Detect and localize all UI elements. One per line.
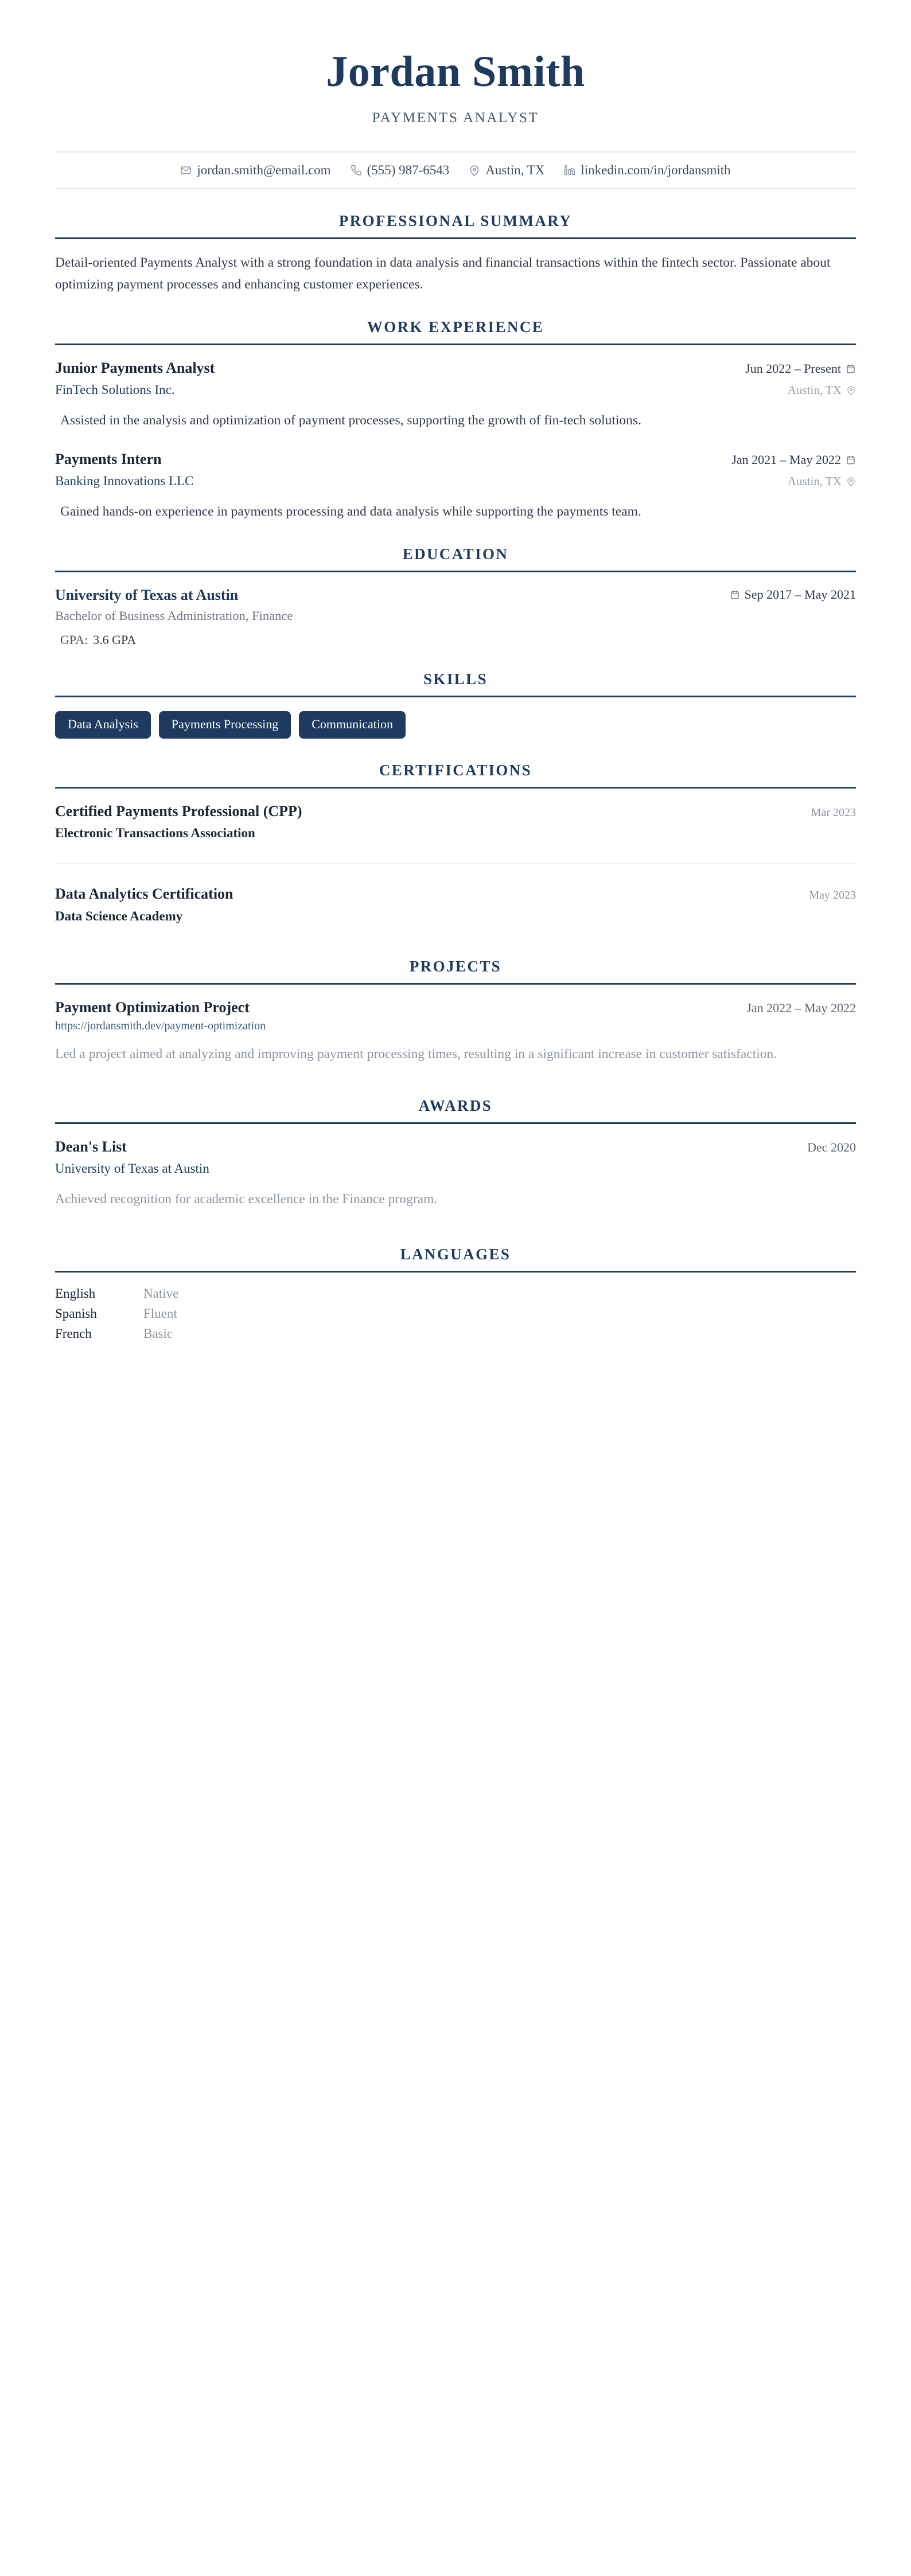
certification-date: Mar 2023 <box>811 806 856 819</box>
section-title-summary: PROFESSIONAL SUMMARY <box>338 212 573 230</box>
contact-bar <box>55 151 856 189</box>
section-title-projects: PROJECTS <box>409 957 502 975</box>
language-level: Fluent <box>143 1306 177 1321</box>
section-languages <box>55 1246 856 1341</box>
certification-entry <box>55 884 856 925</box>
certification-name: Certified Payments Professional (CPP) <box>55 803 302 820</box>
project-date: Jan 2022 – May 2022 <box>746 1000 856 1015</box>
education-date <box>730 587 856 602</box>
section-title-education: EDUCATION <box>402 545 509 563</box>
project-description: Led a project aimed at analyzing and improving payment processing times, resulting in a significant increase in customer satisfaction. <box>55 1046 777 1061</box>
work-entry <box>55 358 856 431</box>
section-rule <box>55 237 856 239</box>
calendar-icon <box>846 455 856 465</box>
skills-list <box>55 710 856 739</box>
contact-email[interactable] <box>180 163 330 178</box>
section-certifications <box>55 762 856 926</box>
skill-badge: Data Analysis <box>55 711 151 739</box>
section-rule <box>55 1271 856 1273</box>
contact-location-text: Austin, TX <box>485 163 545 178</box>
contact-email-text: jordan.smith@email.com <box>197 163 331 178</box>
language-name: Spanish <box>55 1306 97 1321</box>
section-rule <box>55 344 856 345</box>
calendar-icon <box>730 590 740 600</box>
section-rule <box>55 787 856 789</box>
work-date <box>731 452 856 467</box>
section-title-skills: SKILLS <box>423 670 488 688</box>
language-row <box>55 1326 856 1341</box>
certification-entry <box>55 801 856 842</box>
work-role: Payments Intern <box>55 450 162 467</box>
section-professional-summary <box>55 212 856 295</box>
summary-text: Detail-oriented Payments Analyst with a strong foundation in data analysis and financial transactions within the fintech sector. Passionate about optimizing payment processes and enhancing customer experiences. <box>55 255 831 292</box>
contact-location <box>469 163 544 178</box>
award-description: Achieved recognition for academic excellence in the Finance program. <box>55 1192 438 1207</box>
section-work-experience <box>55 318 856 522</box>
linkedin-icon <box>564 165 575 176</box>
work-location-text: Austin, TX <box>787 383 842 397</box>
spacer <box>55 864 856 884</box>
candidate-name: Jordan Smith <box>326 48 585 96</box>
skill-badge: Communication <box>299 711 406 739</box>
education-date-text: Sep 2017 – May 2021 <box>744 587 856 602</box>
map-pin-icon <box>846 385 856 395</box>
resume-header <box>55 0 856 189</box>
work-role: Junior Payments Analyst <box>55 360 215 377</box>
section-title-awards: AWARDS <box>418 1096 493 1114</box>
section-rule <box>55 696 856 697</box>
language-row <box>55 1286 856 1301</box>
section-title-certifications: CERTIFICATIONS <box>379 762 532 779</box>
work-date <box>745 361 856 376</box>
certification-issuer: Data Science Academy <box>55 908 183 923</box>
section-rule <box>55 983 856 985</box>
skill-badge: Payments Processing <box>159 711 291 739</box>
certification-name: Data Analytics Certification <box>55 885 233 903</box>
section-rule <box>55 1122 856 1124</box>
phone-icon <box>351 165 362 176</box>
certification-date: May 2023 <box>809 889 856 902</box>
candidate-job-title: PAYMENTS ANALYST <box>372 110 539 126</box>
language-row <box>55 1306 856 1321</box>
section-title-work: WORK EXPERIENCE <box>367 318 544 336</box>
contact-linkedin[interactable] <box>564 163 730 178</box>
work-location <box>788 474 856 489</box>
work-date-text: Jun 2022 – Present <box>745 361 841 376</box>
award-date: Dec 2020 <box>807 1139 856 1154</box>
language-level: Native <box>143 1286 179 1301</box>
section-title-languages: LANGUAGES <box>400 1246 511 1263</box>
section-awards <box>55 1097 856 1210</box>
education-degree: Bachelor of Business Administration, Finance <box>55 608 293 623</box>
language-name: English <box>55 1286 96 1301</box>
education-entry <box>55 585 856 647</box>
education-gpa <box>55 633 856 647</box>
education-school: University of Texas at Austin <box>55 586 239 603</box>
education-gpa-label: GPA: <box>60 632 88 647</box>
contact-linkedin-text: linkedin.com/in/jordansmith <box>581 163 731 178</box>
map-pin-icon <box>846 477 856 486</box>
work-entry <box>55 449 856 522</box>
work-location-text: Austin, TX <box>787 474 842 488</box>
work-description: Assisted in the analysis and optimization of payment processes, supporting the growth of fin-tech solutions. <box>60 413 641 428</box>
section-skills <box>55 670 856 739</box>
section-projects <box>55 958 856 1065</box>
contact-phone[interactable] <box>351 163 450 178</box>
work-location <box>788 383 856 397</box>
map-pin-icon <box>469 165 480 176</box>
project-name: Payment Optimization Project <box>55 998 250 1016</box>
envelope-icon <box>180 165 192 176</box>
project-entry <box>55 997 856 1065</box>
education-gpa-value: 3.6 GPA <box>93 632 137 647</box>
language-level: Basic <box>143 1326 173 1341</box>
work-company: FinTech Solutions Inc. <box>55 383 175 397</box>
project-url[interactable]: https://jordansmith.dev/payment-optimization <box>55 1019 266 1032</box>
certification-issuer: Electronic Transactions Association <box>55 826 255 841</box>
work-company: Banking Innovations LLC <box>55 473 194 488</box>
award-entry <box>55 1137 856 1210</box>
work-date-text: Jan 2021 – May 2022 <box>731 452 841 467</box>
contact-phone-text: (555) 987-6543 <box>367 163 450 178</box>
award-name: Dean's List <box>55 1138 127 1155</box>
language-name: French <box>55 1326 92 1341</box>
work-description: Gained hands-on experience in payments processing and data analysis while supporting the payments team. <box>60 504 641 519</box>
award-issuer: University of Texas at Austin <box>55 1161 209 1176</box>
section-rule <box>55 571 856 572</box>
languages-list <box>55 1285 856 1341</box>
calendar-icon <box>846 364 856 374</box>
section-education <box>55 545 856 647</box>
